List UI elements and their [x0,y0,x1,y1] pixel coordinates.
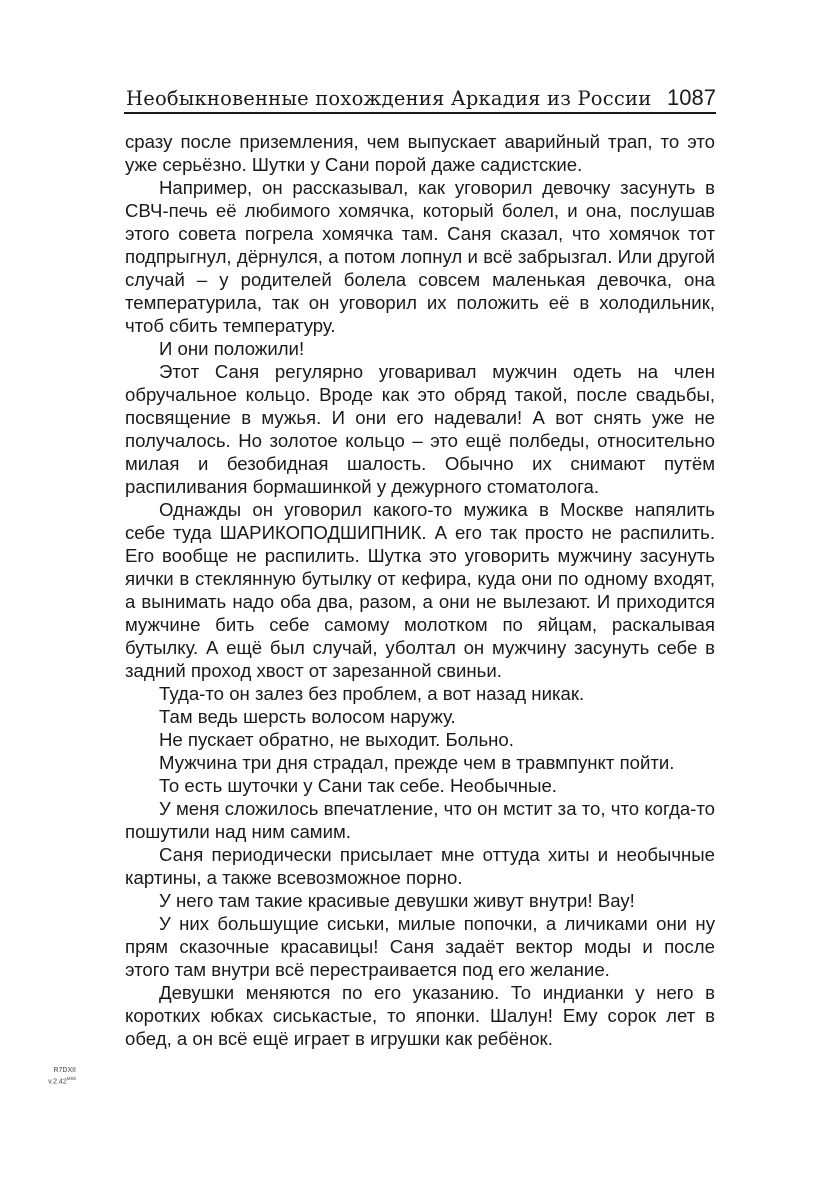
paragraph: У них большущие сиськи, милые попочки, а личиками они ну прям сказочные красавицы! Саня задаёт вектор моды и после этого там внутри всё перестраивается под его желание. [125,913,715,980]
paragraph: Туда-то он залез без проблем, а вот назад никак. [159,683,585,704]
paragraph: Девушки меняются по его указанию. То индианки у него в коротких юбках сиськастые, то японки. Шалун! Ему сорок лет в обед, а он всё ещё играет в игрушки как ребёнок. [125,982,715,1049]
imprint-version-sup: MSb [66,1076,76,1081]
paragraph: Мужчина три дня страдал, прежде чем в травмпункт пойти. [159,752,675,773]
paragraph-continued: сразу после приземления, чем выпускает аварийный трап, то это уже серьёзно. Шутки у Сани порой даже садистские. [125,131,715,175]
paragraph: Саня периодически присылает мне оттуда хиты и необычные картины, а также всевозможное порно. [125,844,715,888]
paragraph: У меня сложилось впечатление, что он мстит за то, что когда-то пошутили над ним самим. [125,798,715,842]
body-text [125,130,715,1050]
paragraph: Там ведь шерсть волосом наружу. [159,706,456,727]
page-number: 1087 [667,85,716,110]
paragraph: Не пускает обратно, не выходит. Больно. [159,729,514,750]
paragraph: Например, он рассказывал, как уговорил девочку засунуть в СВЧ-печь её любимого хомячка, который болел, и она, послушав этого совета погрела хомячка там. Саня сказал, что хомячок тот подпрыгнул, дёрнулся, а потом лопнул и всё забрызгал. Или другой случай – у родителей болела совсем маленькая девочка, она температурила, так он уговорил их положить её в холодильник, чтоб сбить температуру. [125,177,715,336]
running-title: Необыкновенные похождения Аркадия из России [126,87,652,110]
page-header [124,86,716,114]
printer-imprint [36,1067,76,1086]
paragraph: Этот Саня регулярно уговаривал мужчин одеть на член обручальное кольцо. Вроде как это обряд такой, после свадьбы, посвящение в мужья. И они его надевали! А вот снять уже не получалось. Но золотое кольцо – это ещё полбеды, относительно милая и безобидная шалость. Обычно их снимают путём распиливания бормашинкой у дежурного стоматолога. [125,361,715,497]
imprint-version: v.2.42 [48,1078,67,1086]
paragraph: И они положили! [159,338,305,359]
paragraph: То есть шуточки у Сани так себе. Необычные. [159,775,557,796]
imprint-version-line [36,1075,76,1086]
paragraph: У него там такие красивые девушки живут внутри! Вау! [159,890,635,911]
paragraph: Однажды он уговорил какого-то мужика в Москве напялить себе туда ШАРИКОПОДШИПНИК. А его так просто не распилить. Его вообще не распилить. Шутка это уговорить мужчину засунуть яички в стеклянную бутылку от кефира, куда они по одному входят, а вынимать надо оба два, разом, а они не вылезают. И приходится мужчине бить себе самому молотком по яйцам, раскалывая бутылку. А ещё был случай, уболтал он мужчину засунуть себе в задний проход хвост от зарезанной свиньи. [125,499,715,681]
imprint-code: R7DXII [53,1067,76,1074]
